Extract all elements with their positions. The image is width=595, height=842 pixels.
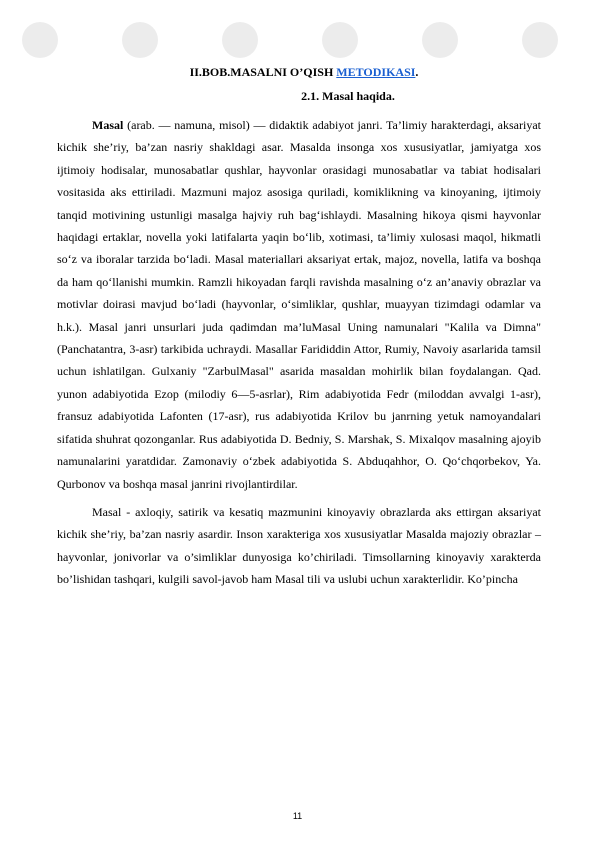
document-body <box>57 64 541 591</box>
paragraph-2-text: Masal - axloqiy, satirik va kesatiq mazmunini kinoyaviy obrazlarda aks ettirgan aksariyat kichik she’riy, ba’zan nasriy asardir. Inson xarakteriga xos xususiyatlar Masalda majoziy obrazlar – hayvonlar, jonivorlar va o’simliklar dunyosiga ko’chiriladi. Timsollarning kinoyaviy xarakterda bo’lishidan tashqari, kulgili savol-javob ham Masal tili va uslubi uchun xarakterlidir. Ko’pincha <box>57 504 541 587</box>
chapter-heading <box>57 64 541 80</box>
paragraph-2 <box>57 501 541 591</box>
chapter-heading-suffix: . <box>415 65 419 79</box>
chapter-heading-link[interactable]: METODIKASI <box>336 65 416 79</box>
section-heading: 2.1. Masal haqida. <box>301 89 395 103</box>
paragraph-1-term: Masal <box>92 118 124 132</box>
paragraph-1-text: (arab. — namuna, misol) — didaktik adabiyot janri. Ta’limiy harakterdagi, aksariyat kichik she’riy, ba’zan nasriy shakldagi asar. Masalda insonga xos xususiyatlar, jamiyatga xos ijtimoiy hodisalar, munosabatlar qushlar, hayvonlar orasidagi munosabatlar va tabiat hodisalari vositasida aks ettiriladi. Mazmuni majoz asosiga quriladi, komiklikning va kinoyaning, ijtimoiy tanqid motivining ustunligi masalga hajviy ruh bag‘ishlaydi. Masalning hikoya qismi hayvonlar haqidagi ertaklar, novella yoki latifalarta yaqin bo‘lib, xotimasi, ta’limiy xulosasi maqol, hikmatli so‘z va iboralar tarzida bo‘ladi. Masal materiallari aksariyat ertak, majoz, novella, latifa va boshqa da ham qo‘llanishi mumkin. Ramzli hikoyadan farqli ravishda masalning o‘z an’anaviy obrazlar va motivlar doirasi mavjud bo‘ladi (hayvonlar, o‘simliklar, qushlar, muayyan tizimdagi odamlar va h.k.). Masal janri unsurlari juda qadimdan ma’luMasal Uning namunalari "Kalila va Dimna" (Panchatantra, 3-asr) tarkibida uchraydi. Masallar Farididdin Attor, Rumiy, Navoiy asarlarida tamsil uchun ishlatilgan. Gulxaniy "ZarbulMasal" asarida masaldan mohirlik bilan foydalangan. Qad. yunon adabiyotida Ezop (milodiy 6—5-asrlar), Rim adabiyotida Fedr (miloddan avvalgi 1-asr), fransuz adabiyotida Lafonten (17-asr), rus adabiyotida Krilov bu janrning yetuk namoyandalari sifatida shuhrat qozonganlar. Rus adabiyotida D. Bedniy, S. Marshak, S. Mixalqov masalning ajoyib namunalarini yaratdidar. Zamonaviy o‘zbek adabiyotida S. Abduqahhor, O. Qo‘chqorbekov, Ya. Qurbonov va boshqa masal janrini rivojlantirdilar. <box>57 118 541 491</box>
chapter-heading-prefix: II.BOB.MASALNI O’QISH <box>189 65 337 79</box>
page-number: 11 <box>292 811 303 821</box>
paragraph-1 <box>57 114 541 495</box>
